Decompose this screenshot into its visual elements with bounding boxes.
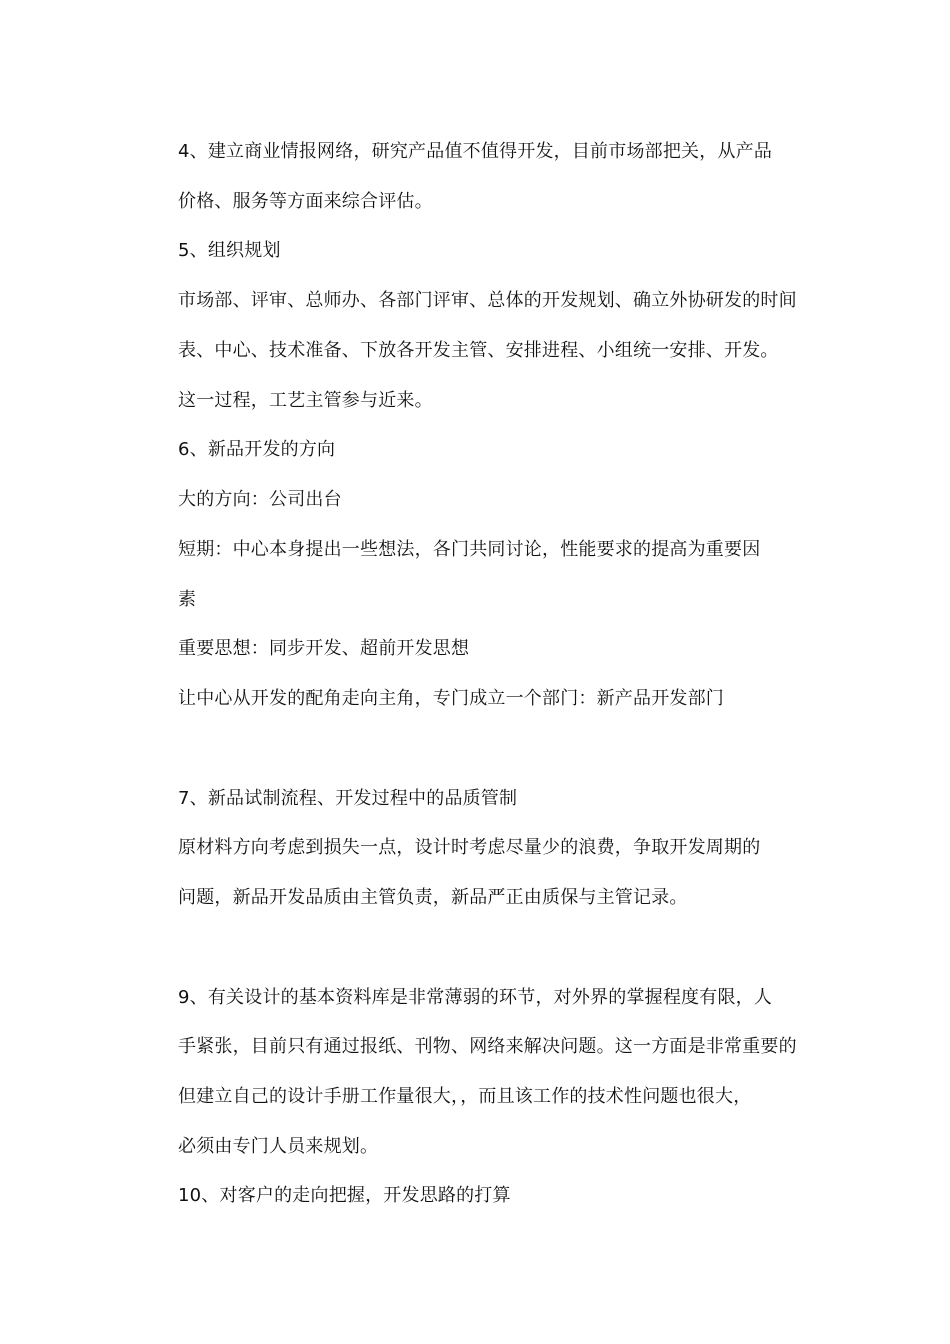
- text-line-item6-e: 让中心从开发的配角走向主角，专门成立一个部门：新产品开发部门: [178, 688, 724, 709]
- heading-item6: 6、新品开发的方向: [178, 439, 336, 460]
- text-line-item9-c: 但建立自己的设计手册工作量很大，，而且该工作的技术性问题也很大，: [178, 1086, 752, 1107]
- text-line-item5-b: 表、中心、技术准备、下放各开发主管、安排进程、小组统一安排、开发。: [178, 340, 779, 361]
- text-line-item7-a: 原材料方向考虑到损失一点，设计时考虑尽量少的浪费，争取开发周期的: [178, 837, 761, 858]
- text-line-item4-a: 4、建立商业情报网络，研究产品值不值得开发，目前市场部把关，从产品: [178, 141, 773, 162]
- text-line-item5-a: 市场部、评审、总师办、各部门评审、总体的开发规划、确立外协研发的时间: [178, 290, 797, 311]
- text-line-item7-b: 问题，新品开发品质由主管负责，新品严正由质保与主管记录。: [178, 887, 688, 908]
- text-line-item6-d: 重要思想：同步开发、超前开发思想: [178, 638, 470, 659]
- heading-item7: 7、新品试制流程、开发过程中的品质管制: [178, 788, 518, 809]
- text-line-item6-a: 大的方向：公司出台: [178, 489, 342, 510]
- text-line-item5-c: 这一过程，工艺主管参与近来。: [178, 390, 433, 411]
- text-line-item6-c: 素: [178, 589, 197, 610]
- heading-item10: 10、对客户的走向把握，开发思路的打算: [178, 1185, 511, 1206]
- text-line-item6-b: 短期：中心本身提出一些想法，各门共同讨论，性能要求的提高为重要因: [178, 539, 761, 560]
- text-line-item9-d: 必须由专门人员来规划。: [178, 1136, 379, 1157]
- text-line-item9-a: 9、有关设计的基本资料库是非常薄弱的环节，对外界的掌握程度有限，人: [178, 987, 773, 1008]
- heading-item5: 5、组织规划: [178, 240, 281, 261]
- text-line-item9-b: 手紧张，目前只有通过报纸、刊物、网络来解决问题。这一方面是非常重要的: [178, 1036, 797, 1057]
- text-line-item4-b: 价格、服务等方面来综合评估。: [178, 191, 433, 212]
